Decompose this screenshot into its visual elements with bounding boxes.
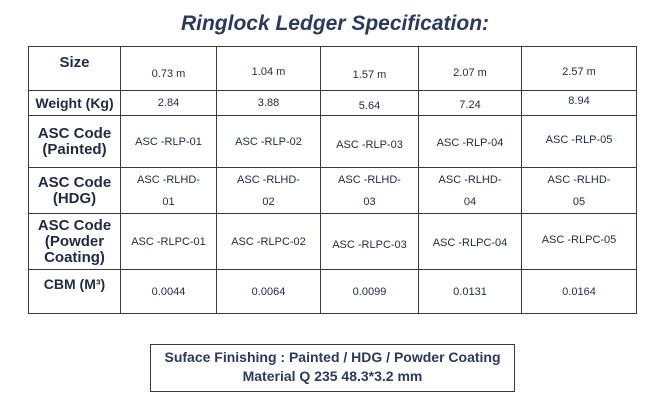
cbm-cell: 0.0064 — [217, 270, 321, 314]
hdg-code-cell — [121, 168, 217, 214]
cbm-cell: 0.0164 — [522, 270, 637, 314]
hdg-code-cell — [217, 168, 321, 214]
powder-code-cell: ASC -RLPC-04 — [419, 214, 522, 270]
painted-code-cell: ASC -RLP-04 — [419, 116, 522, 168]
row-header-painted: ASC Code (Painted) — [29, 116, 121, 168]
row-header-cbm: CBM (M³) — [29, 270, 121, 314]
cbm-cell: 0.0099 — [321, 270, 419, 314]
hdg-code-line2: 01 — [162, 195, 175, 208]
weight-cell: 2.84 — [121, 91, 217, 116]
table-row-size — [29, 47, 637, 91]
table-row-powder — [29, 214, 637, 270]
row-header-hdg: ASC Code (HDG) — [29, 168, 121, 214]
material-text: Material Q 235 48.3*3.2 mm — [242, 368, 423, 384]
size-cell: 2.57 m — [522, 47, 637, 91]
surface-finishing-text: Suface Finishing : Painted / HDG / Powder Coating — [164, 349, 501, 365]
table-row-hdg — [29, 168, 637, 214]
powder-code-cell: ASC -RLPC-05 — [522, 214, 637, 270]
hdg-code-line1: ASC -RLHD- — [137, 173, 200, 186]
painted-code-cell: ASC -RLP-01 — [121, 116, 217, 168]
weight-cell: 5.64 — [321, 91, 419, 116]
hdg-code-line2: 05 — [572, 195, 586, 208]
table-row-painted — [29, 116, 637, 168]
hdg-code-line1: ASC -RLHD- — [338, 173, 401, 186]
hdg-code-cell — [419, 168, 522, 214]
powder-code-cell: ASC -RLPC-01 — [121, 214, 217, 270]
hdg-code-line1: ASC -RLHD- — [547, 173, 611, 186]
hdg-code-line1: ASC -RLHD- — [237, 173, 300, 186]
page-title: Ringlock Ledger Specification: — [180, 12, 490, 35]
painted-code-cell: ASC -RLP-05 — [522, 116, 637, 168]
painted-code-cell: ASC -RLP-02 — [217, 116, 321, 168]
size-cell: 1.04 m — [217, 47, 321, 91]
row-header-size: Size — [29, 47, 121, 91]
cbm-cell: 0.0044 — [121, 270, 217, 314]
powder-code-cell: ASC -RLPC-03 — [321, 214, 419, 270]
weight-cell: 3.88 — [217, 91, 321, 116]
size-cell: 2.07 m — [419, 47, 522, 91]
spec-table — [28, 46, 637, 314]
painted-code-cell: ASC -RLP-03 — [321, 116, 419, 168]
hdg-code-cell — [522, 168, 637, 214]
table-row-weight — [29, 91, 637, 116]
cbm-cell: 0.0131 — [419, 270, 522, 314]
row-header-powder: ASC Code (Powder Coating) — [29, 214, 121, 270]
hdg-code-cell — [321, 168, 419, 214]
weight-cell: 7.24 — [419, 91, 522, 116]
hdg-code-line1: ASC -RLHD- — [438, 173, 502, 186]
powder-code-cell: ASC -RLPC-02 — [217, 214, 321, 270]
surface-finishing-box — [150, 344, 515, 392]
table-row-cbm — [29, 270, 637, 314]
hdg-code-line2: 03 — [363, 195, 376, 208]
weight-cell: 8.94 — [522, 91, 637, 116]
row-header-weight: Weight (Kg) — [29, 91, 121, 116]
hdg-code-line2: 02 — [262, 195, 275, 208]
hdg-code-line2: 04 — [463, 195, 477, 208]
size-cell: 0.73 m — [121, 47, 217, 91]
size-cell: 1.57 m — [321, 47, 419, 91]
